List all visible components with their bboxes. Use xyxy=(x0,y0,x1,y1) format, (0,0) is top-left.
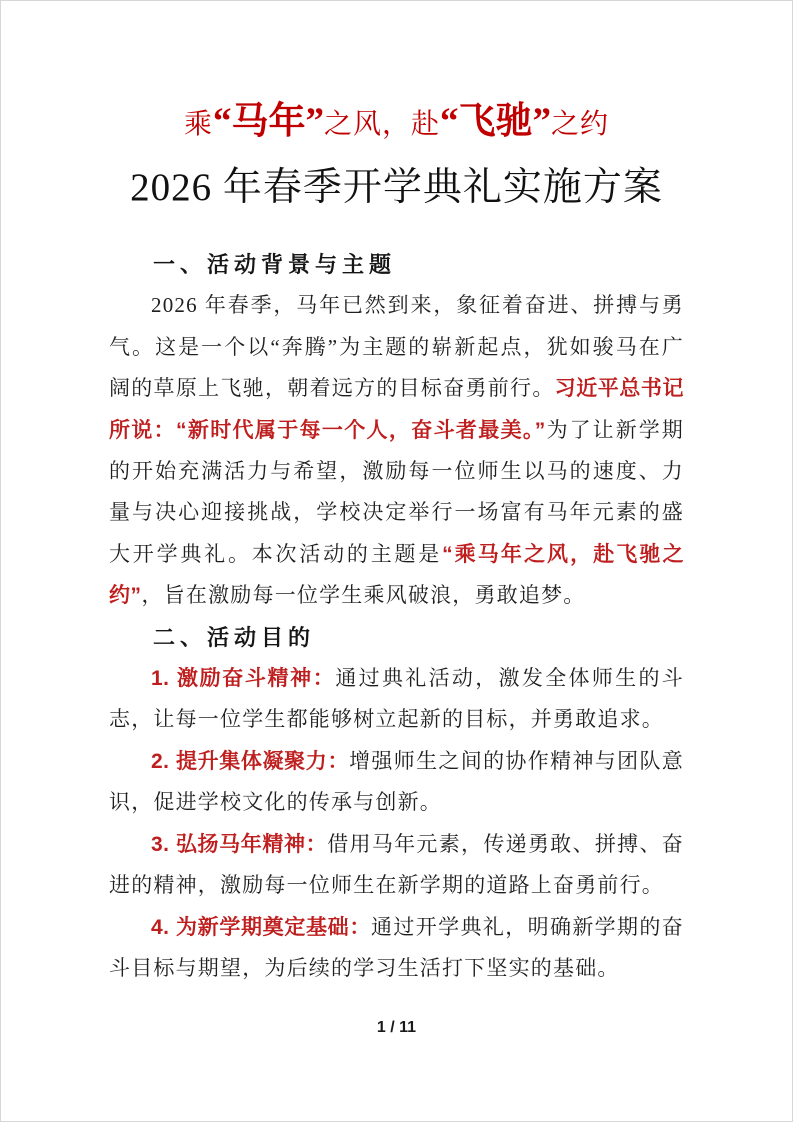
title-emphasis-run: “飞驰” xyxy=(440,101,551,142)
section-heading: 二、活动目的 xyxy=(153,624,316,650)
title-emphasis-run: “马年” xyxy=(212,101,324,142)
highlight-text-run: 2. 提升集体凝聚力： xyxy=(151,749,350,773)
document-body xyxy=(109,244,684,989)
highlight-text-run: 1. 激励奋斗精神： xyxy=(151,667,336,691)
paragraph xyxy=(109,907,684,990)
paragraph xyxy=(109,824,684,907)
text-run: 增强师生之间的协作精神与团队意识，促进学校文化的传承与创新。 xyxy=(109,748,684,815)
document-subtitle-red xyxy=(109,93,684,154)
highlight-text-run: 习近平总书记所说：“新时代属于每一个人，奋斗者最美。” xyxy=(109,377,685,442)
text-run: 借用马年元素，传递勇敢、拼搏、奋进的精神，激励每一位师生在新学期的道路上奋勇前行。 xyxy=(109,831,684,898)
text-run: ，旨在激励每一位学生乘风破浪，勇敢追梦。 xyxy=(141,583,586,608)
text-run: 2026 年春季，马年已然到来，象征着奋进、拼搏与勇气。这是一个以“奔腾”为主题的崭新起点，犹如骏马在广阔的草原上飞驰，朝着远方的目标奋勇前行。 xyxy=(109,293,684,401)
text-run: 为了让新学期的开始充满活力与希望，激励每一位师生以马的速度、力量与决心迎接挑战，学校决定举行一场富有马年元素的盛大开学典礼。本次活动的主题是 xyxy=(109,417,684,566)
paragraph xyxy=(109,285,684,616)
highlight-text-run: 4. 为新学期奠定基础： xyxy=(151,915,372,939)
paragraph xyxy=(109,741,684,824)
text-run: 通过开学典礼，明确新学期的奋斗目标与期望，为后续的学习生活打下坚实的基础。 xyxy=(109,914,684,980)
page-number: 1 / 11 xyxy=(376,1019,417,1036)
section-heading: 一、活动背景与主题 xyxy=(153,252,397,277)
document-title: 2026 年春季开学典礼实施方案 xyxy=(130,166,663,209)
document-content xyxy=(1,1,792,989)
paragraph xyxy=(109,658,684,741)
title-text-run: 乘 xyxy=(183,109,213,140)
title-text-run: 之风，赴 xyxy=(323,109,440,140)
highlight-text-run: 3. 弘扬马年精神： xyxy=(151,832,328,856)
highlight-text-run: “乘马年之风，赴飞驰之约” xyxy=(109,542,684,608)
title-text-run: 之约 xyxy=(551,109,610,140)
text-run: 通过典礼活动，激发全体师生的斗志，让每一位学生都能够树立起新的目标，并勇敢追求。 xyxy=(109,666,684,732)
